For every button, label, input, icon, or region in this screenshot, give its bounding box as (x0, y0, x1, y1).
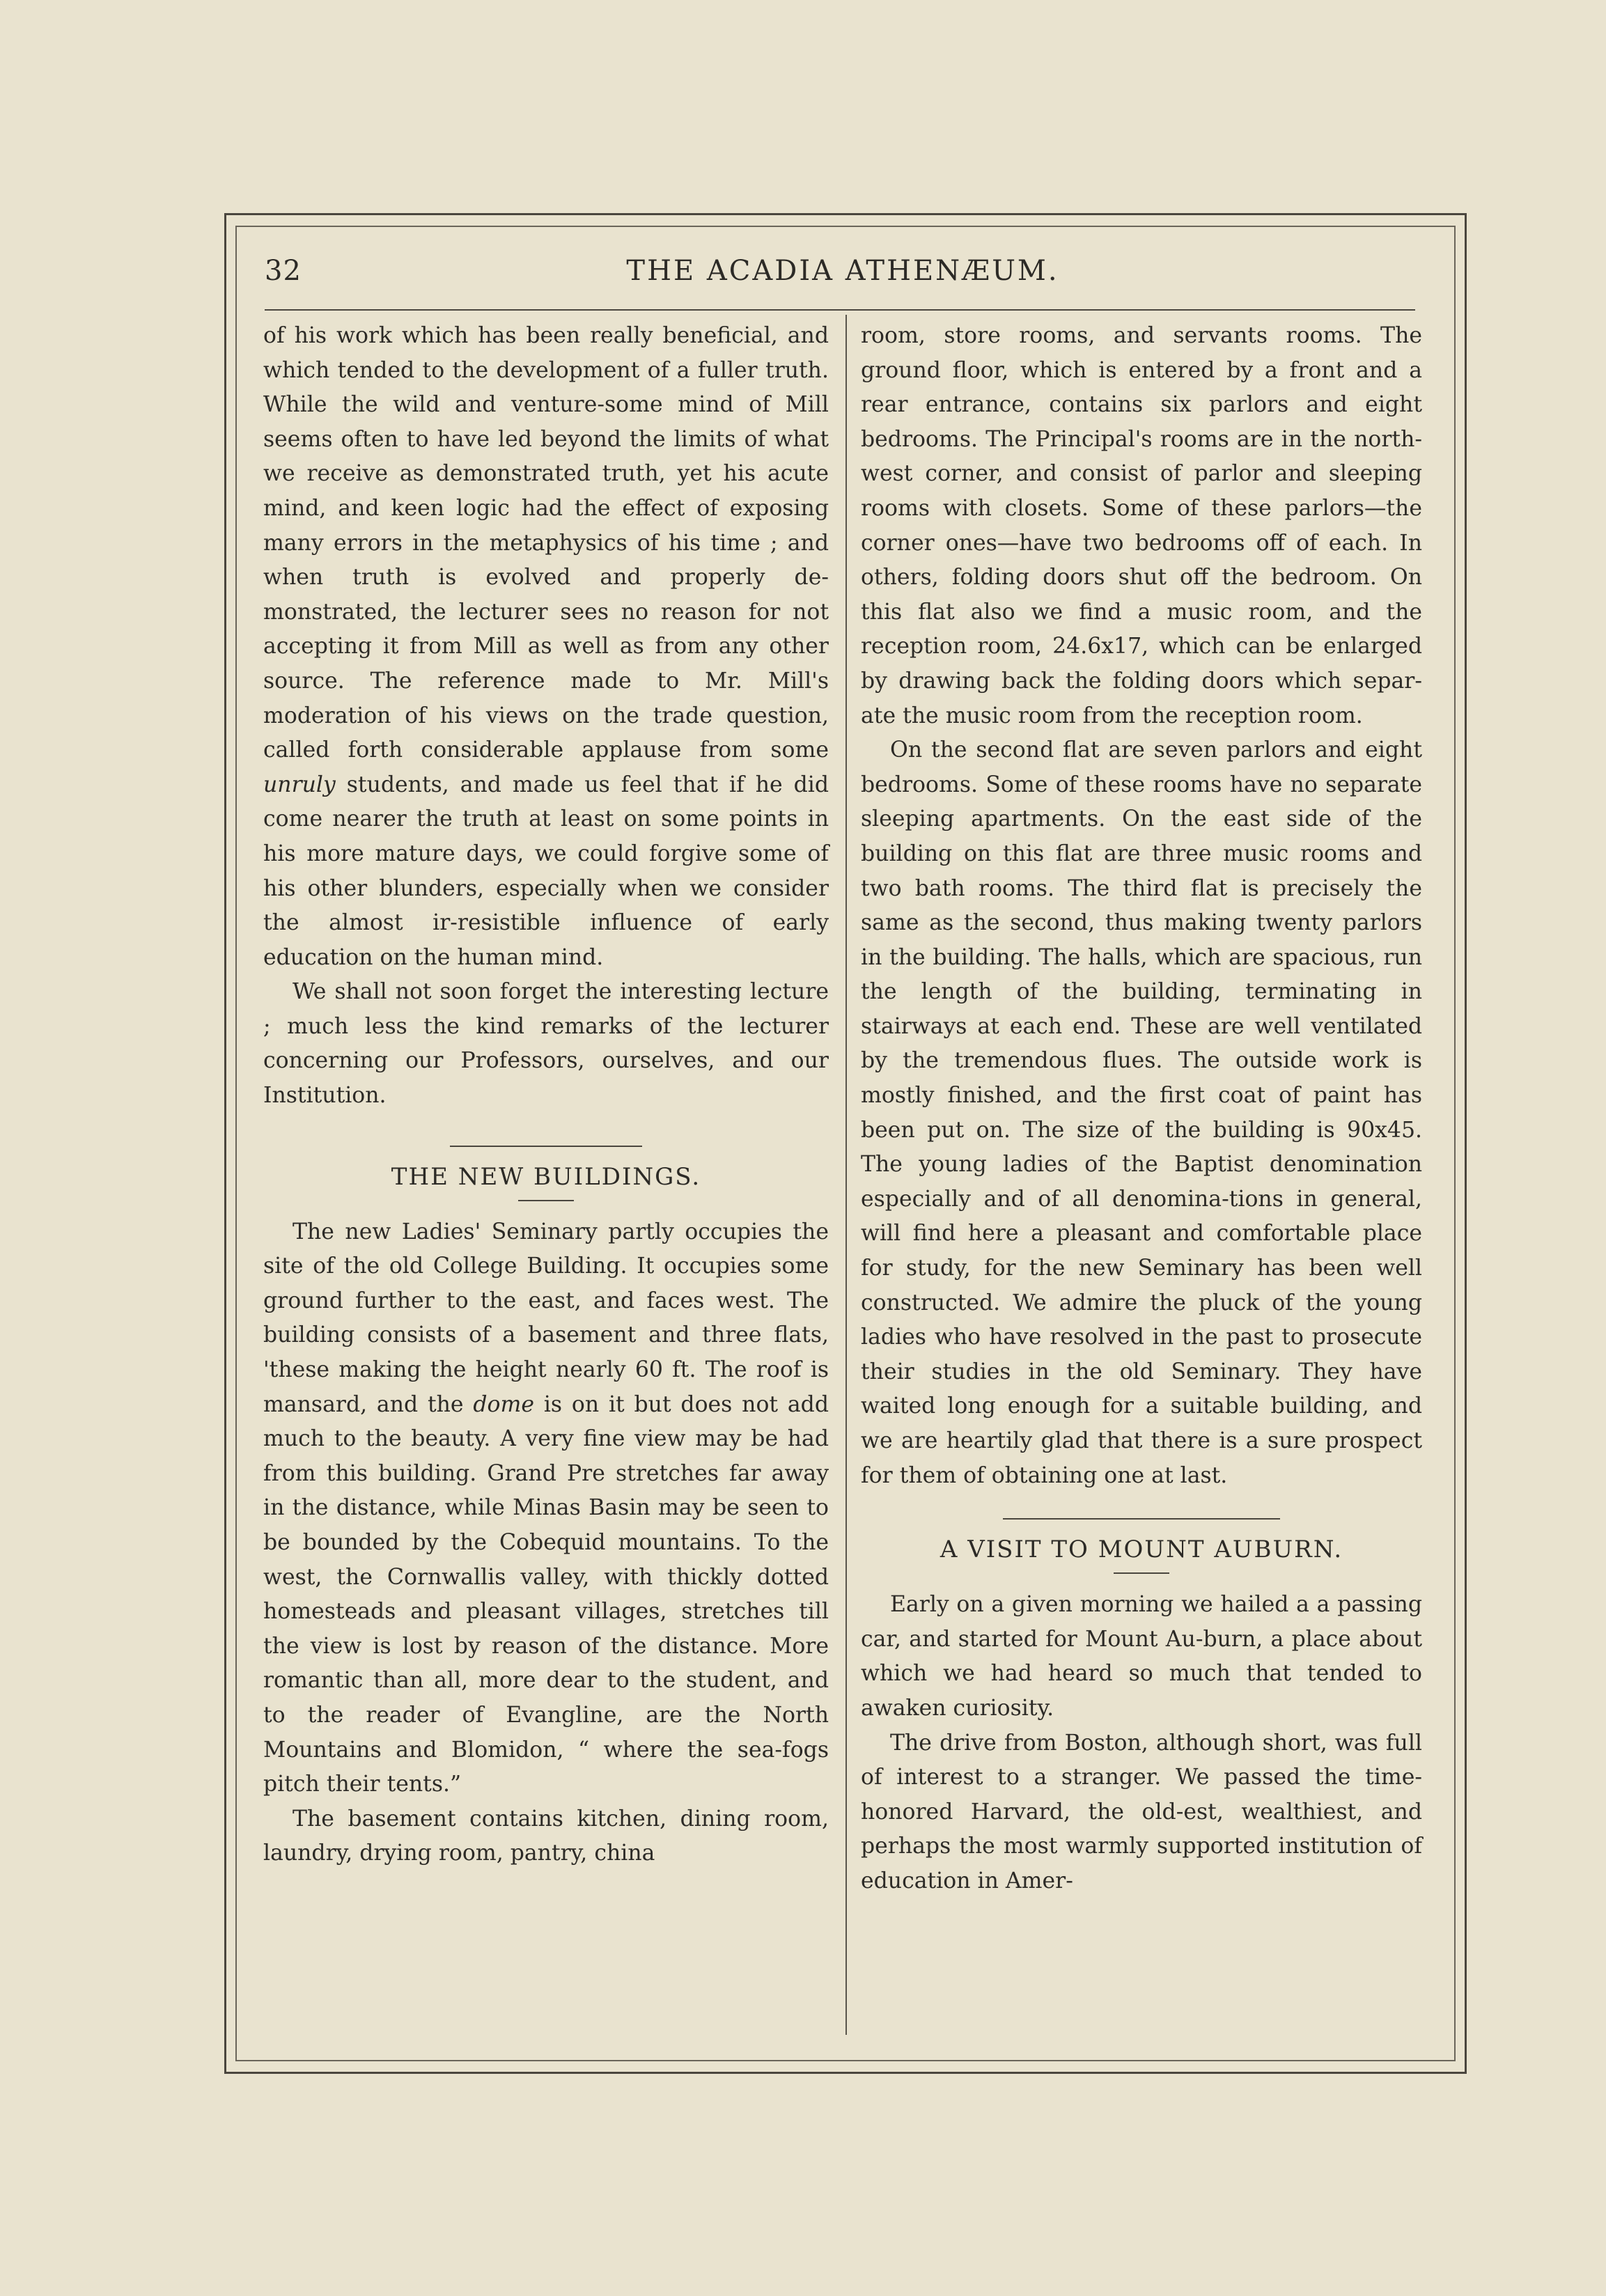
left-para-2: We shall not soon forget the interesting lecture ; much less the kind remarks of the lecturer concerning our Professors, ourselves, and our Institution. (263, 979, 829, 1109)
left-para-1 (263, 319, 829, 975)
column-divider (845, 315, 847, 2035)
left-para-3-italic: dome (473, 1391, 535, 1417)
right-para-1: room, store rooms, and servants rooms. The ground floor, which is entered by a front and a rear entrance, contains six parlors and eight bedrooms. The Principal's rooms are in the north-west corner, and consist of parlor and sleeping rooms with closets. Some of these parlors—the corner ones—have two bedrooms off of each. In others, folding doors shut off the bedroom. On this flat also we find a music room, and the reception room, 24.6x17, which can be enlarged by drawing back the folding doors which separ-ate the music room from the reception room. (861, 323, 1422, 728)
left-para-3-text: The new Ladies' Seminary partly occupies the site of the old College Building. It occupies some ground further to the east, and faces west. The building consists of a basement and three flats, 'these making the height nearly 60 ft. The roof is mansard, and the (263, 1219, 829, 1417)
header-rule (265, 309, 1415, 311)
right-column (861, 319, 1422, 1899)
left-para-1-end: students, and made us feel that if he did come nearer the truth at least on some points in his more mature days, we could forgive some of his other blunders, especially when we consider the almost ir-resistible influence of early education on the human mind. (263, 772, 829, 970)
section-title-mount-auburn: A VISIT TO MOUNT AUBURN. (940, 1536, 1343, 1564)
right-para-3: Early on a given morning we hailed a a passing car, and started for Mount Au-burn, a place about which we had heard so much that tended to awaken curiosity. (861, 1592, 1422, 1721)
right-para-2: On the second flat are seven parlors and eight bedrooms. Some of these rooms have no separate sleeping apartments. On the east side of the building on this flat are three music rooms and two bath rooms. The third flat is precisely the same as the second, thus making twenty parlors in the building. The halls, which are spacious, run the length of the building, terminating in stairways at each end. These are well ventilated by the tremendous flues. The outside work is mostly finished, and the first coat of paint has been put on. The size of the building is 90x45. The young ladies of the Baptist denomination especially and of all denomina-tions in general, will find here a pleasant and comfortable place for study, for the new Seminary has been well constructed. We admire the pluck of the young ladies who have resolved in the past to prosecute their studies in the old Seminary. They have waited long enough for a suitable building, and we are heartily glad that there is a sure prospect for them of obtaining one at last. (861, 737, 1422, 1488)
right-para-4: The drive from Boston, although short, was full of interest to a stranger. We passed the time-honored Harvard, the old-est, wealthiest, and perhaps the most warmly supported institution of education in Amer- (861, 1730, 1422, 1893)
left-para-1-italic: unruly (263, 772, 336, 797)
left-para-3-end: is on it but does not add much to the beauty. A very fine view may be had from this building. Grand Pre stretches far away in the distance, while Minas Basin may be seen to be bounded by the Cobequid mountains. To the west, the Cornwallis valley, with thickly dotted homesteads and pleasant villages, stretches till the view is lost by reason of the distance. More romantic than all, more dear to the student, and to the reader of Evangline, are the North Mountains and Blomidon, “ where the sea-fogs pitch their tents.” (263, 1391, 829, 1797)
section-title-new-buildings: THE NEW BUILDINGS. (391, 1162, 701, 1191)
left-para-4: The basement contains kitchen, dining room, laundry, drying room, pantry, china (263, 1806, 829, 1866)
left-para-3 (263, 1215, 829, 1802)
left-para-1-text: of his work which has been really beneficial, and which tended to the development of a fuller truth. While the wild and venture-some mind of Mill seems often to have led beyond the limits of what we receive as demonstrated truth, yet his acute mind, and keen logic had the effect of exposing many errors in the metaphysics of his time ; and when truth is evolved and properly de-monstrated, the lecturer sees no reason for not accepting it from Mill as well as from any other source. The reference made to Mr. Mill's moderation of his views on the trade question, called forth considerable applause from some (263, 323, 829, 763)
running-title: THE ACADIA ATHENÆUM. (626, 255, 1059, 287)
left-column (263, 319, 829, 1871)
page-header (265, 251, 1421, 292)
page-number: 32 (265, 255, 302, 287)
